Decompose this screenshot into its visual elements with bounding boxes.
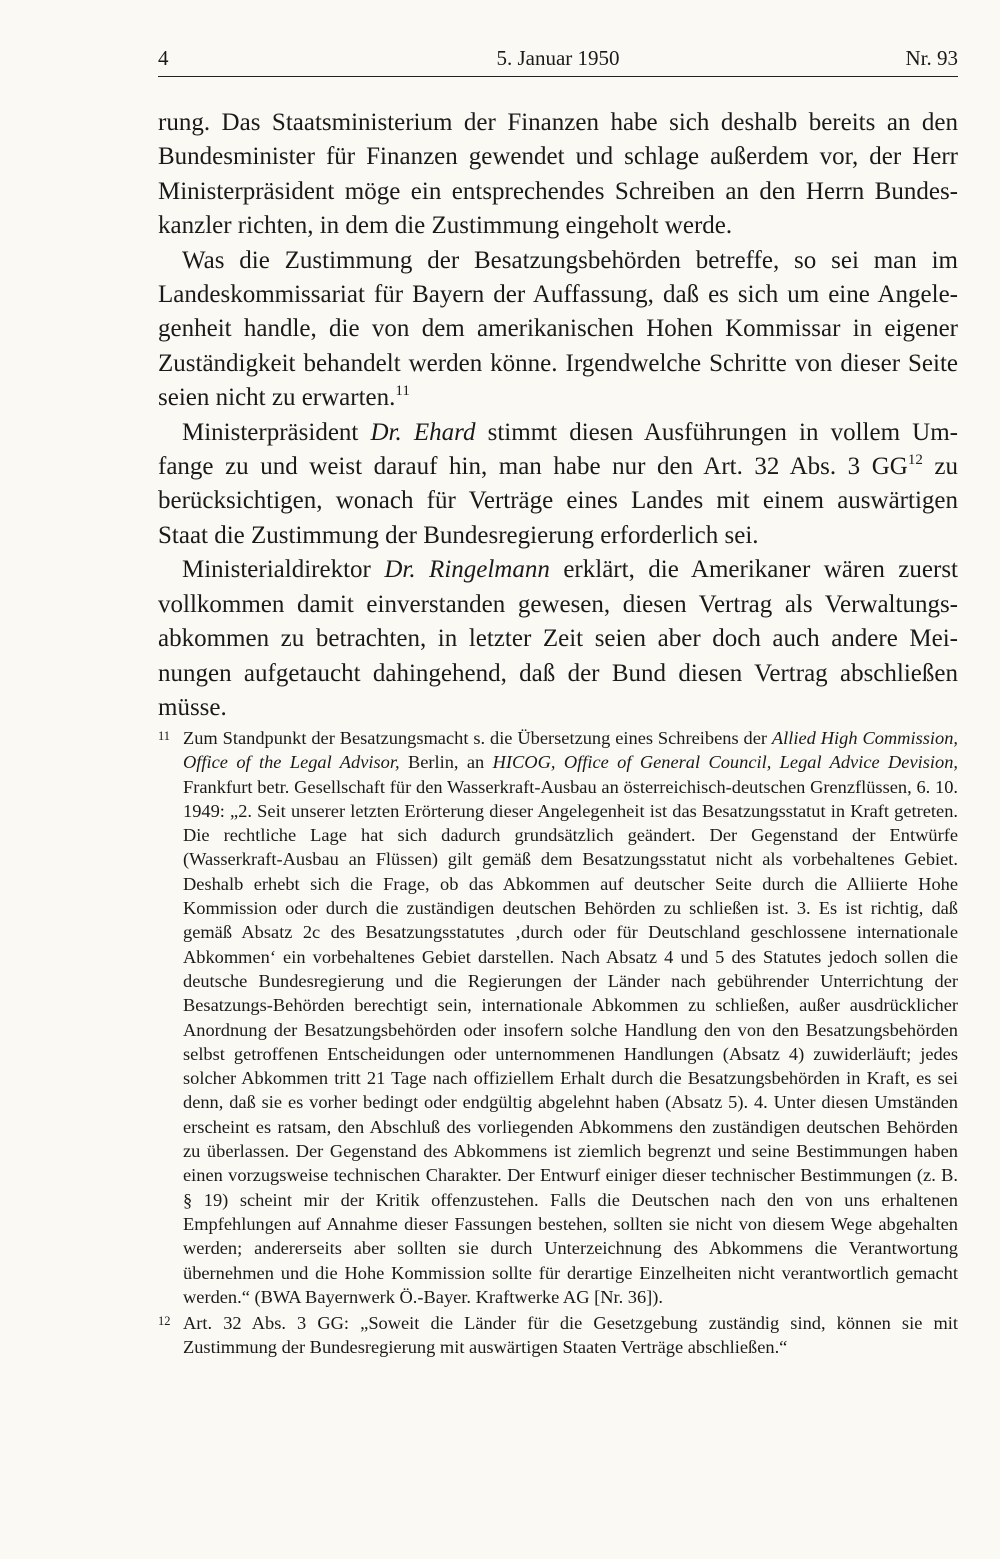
paragraph-text: Ministerialdirektor: [182, 556, 385, 584]
footnote-italic: HICOG, Office of General Council, Legal Advice Devision,: [492, 752, 958, 773]
paragraph-text: erklärt, die Amerikaner wären zuerst vollkommen damit einverstanden gewesen, diesen Vertrag als Verwaltungsabkommen zu betrachten, in letzter Zeit seien aber doch auch andere Meinungen aufgetaucht dahingehend, daß der Bund diesen Vertrag abschließen müsse.: [158, 556, 958, 721]
footnotes-section: [158, 726, 958, 1360]
footnote-number: 12: [158, 1314, 171, 1329]
paragraph-text: stimmt diesen Ausführungen in vollem Umfange zu und weist darauf hin, man habe nur den Art. 32 Abs. 3 GG: [158, 418, 958, 481]
footnote-italic: Allied High Commission, Office of the Legal Advisor,: [183, 728, 958, 773]
paragraph-text: zu berücksichtigen, wonach für Verträge eines Landes mit einem auswärtigen Staat die Zustimmung der Bundesregierung erforderlich sei.: [158, 453, 958, 549]
page-header: [158, 46, 958, 77]
footnote-reference-11[interactable]: 11: [395, 383, 410, 400]
header-date: 5. Januar 1950: [496, 46, 620, 70]
footnote-11: [158, 726, 958, 1309]
footnote-text: Art. 32 Abs. 3 GG: „Soweit die Länder für die Gesetzgebung zuständig sind, können sie mit Zustimmung der Bundesregierung mit auswärtigen Staaten Verträge abschließen.“: [183, 1313, 958, 1358]
footnote-text: Berlin, an: [399, 752, 493, 773]
paragraph-text: Was die Zustimmung der Besatzungsbehörden betreffe, so sei man im Landeskommissariat für Bayern der Auffassung, daß es sich um eine Angelegenheit handle, die von dem amerikanischen Hohen Kommissar in eigener Zuständigkeit behandelt werden könne. Irgendwelche Schritte von dieser Seite seien nicht zu erwarten.: [158, 246, 958, 412]
paragraph-ehard: [158, 416, 958, 554]
page-number: 4: [158, 46, 169, 70]
paragraph-occupation-authorities: [158, 244, 958, 416]
speaker-name-ehard: Dr. Ehard: [370, 418, 476, 446]
footnote-12: [158, 1311, 958, 1360]
paragraph-ringelmann: [158, 553, 958, 725]
main-text: [158, 106, 958, 725]
footnote-reference-12[interactable]: 12: [907, 452, 923, 469]
paragraph-continuation: rung. Das Staatsministerium der Finanzen habe sich deshalb bereits an den Bundesminister für Finanzen gewendet und schlage außerdem vor, der Herr Ministerpräsident möge ein entsprechendes Schreiben an den Herrn Bundeskanzler richten, in dem die Zustimmung eingeholt werde.: [158, 109, 958, 240]
paragraph-text: Ministerpräsident: [182, 418, 371, 446]
footnote-text: Frankfurt betr. Gesellschaft für den Wasserkraft-Ausbau an österreichisch-deutschen Grenzflüssen, 6. 10. 1949: „2. Seit unserer letzten Erörterung dieser Angelegenheit ist das Besatzungsstatut in Kraft getreten. Die rechtliche Lage hat sich dadurch grundsätzlich geändert. Der Gegenstand der Entwürfe (Wasserkraft-Ausbau an Flüssen) gilt gemäß dem Besatzungsstatut nicht als vorbehaltenes Gebiet. Deshalb erhebt sich die Frage, ob das Abkommen auf deutscher Seite durch die Alliierte Hohe Kommission oder durch die zuständigen deutschen Behörden zu schließen ist. 3. Es ist richtig, daß gemäß Absatz 2c des Besatzungsstatutes ‚durch oder für Deutschland geschlossene internationale Abkommen‘ ein vorbehaltenes Gebiet darstellen. Nach Absatz 4 und 5 des Statutes jedoch sollen die deutsche Bundesregierung und die Regierungen der Länder nach gebührender Unterrichtung der Besatzungs-Behörden berechtigt sein, internationale Abkommen zu schließen, außer ausdrücklicher Anordnung der Besatzungsbehörden oder insofern solche Handlung den von den Besatzungsbehörden selbst getroffenen Entscheidungen oder unternommenen Handlungen (Absatz 4) zuwiderläuft; jedes solcher Abkommen tritt 21 Tage nach offiziellem Erhalt durch die Besatzungsbehörden in Kraft, es sei denn, daß sie es vorher bedingt oder endgültig abgelehnt haben (Absatz 5). 4. Unter diesen Umständen erscheint es ratsam, den Abschluß des vorliegenden Abkommens den zuständigen deutschen Behörden zu überlassen. Der Gegenstand des Abkommens ist ziemlich begrenzt und seine Bestimmungen haben einen vorzugsweise technischen Charakter. Der Entwurf einiger dieser technischer Bestimmungen (z. B. § 19) scheint mir der Kritik offenzustehen. Falls die Deutschen nach den von uns erhaltenen Empfehlungen auf Annahme dieser Fassungen bestehen, sollten sie nicht von diesem Wege abgehalten werden; andererseits aber sollten sie durch Unterzeichnung des Abkommens die Verantwortung übernehmen und die Hohe Kommission sollte für derartige Einzelheiten nicht verantwortlich gemacht werden.“ (BWA Bayernwerk Ö.-Bayer. Kraftwerke AG [Nr. 36]).: [183, 776, 958, 1307]
speaker-name-ringelmann: Dr. Ringelmann: [384, 556, 550, 584]
footnote-text: Zum Standpunkt der Besatzungsmacht s. die Übersetzung eines Schreibens der: [183, 728, 772, 748]
document-number: Nr. 93: [905, 46, 958, 70]
footnote-number: 11: [158, 729, 171, 743]
